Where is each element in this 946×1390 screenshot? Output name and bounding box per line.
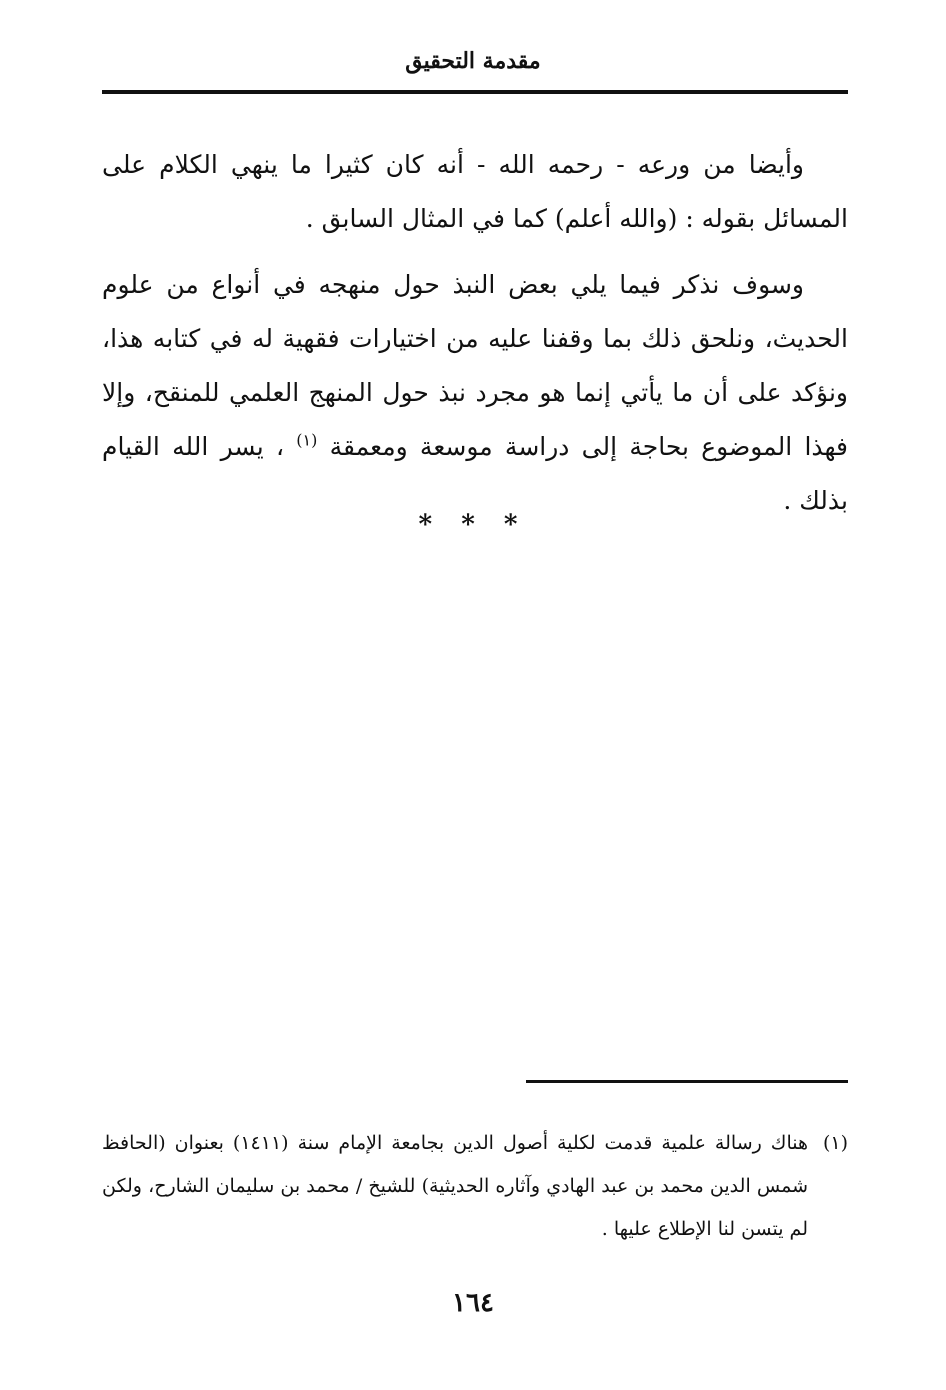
paragraph-1	[102, 138, 848, 246]
running-header: مقدمة التحقيق	[405, 48, 541, 74]
header-rule	[102, 90, 848, 94]
footnote-reference[interactable]: (١)	[296, 430, 318, 450]
footnotes	[102, 1122, 848, 1251]
footnote-marker: (١)	[822, 1132, 848, 1154]
paragraph-2-text-end: ، يسر الله القيام بذلك .	[102, 432, 848, 515]
paragraph-1-text: وأيضا من ورعه - رحمه الله - أنه كان كثيرا ما ينهي الكلام على المسائل بقوله : (والله أعلم) كما في المثال السابق .	[102, 150, 848, 233]
footnote-rule	[526, 1080, 848, 1083]
section-separator: * * *	[418, 510, 528, 540]
body-text	[102, 138, 848, 528]
footnote-1	[102, 1122, 848, 1251]
footnote-text: هناك رسالة علمية قدمت لكلية أصول الدين بجامعة الإمام سنة (١٤١١) بعنوان (الحافظ شمس الدين محمد بن عبد الهادي وآثاره الحديثية) للشيخ / محمد بن سليمان الشارح، ولكن لم يتسن لنا الإطلاع عليها .	[102, 1132, 808, 1240]
page-number: ١٦٤	[452, 1288, 494, 1318]
paragraph-2	[102, 258, 848, 528]
paragraph-2-text: وسوف نذكر فيما يلي بعض النبذ حول منهجه في أنواع من علوم الحديث، ونلحق ذلك بما وقفنا عليه من اختيارات فقهية له في كتابه هذا، ونؤكد على أن ما يأتي إنما هو مجرد نبذ حول المنهج العلمي للمنقح، وإلا فهذا الموضوع بحاجة إلى دراسة موسعة ومعمقة	[102, 270, 848, 461]
